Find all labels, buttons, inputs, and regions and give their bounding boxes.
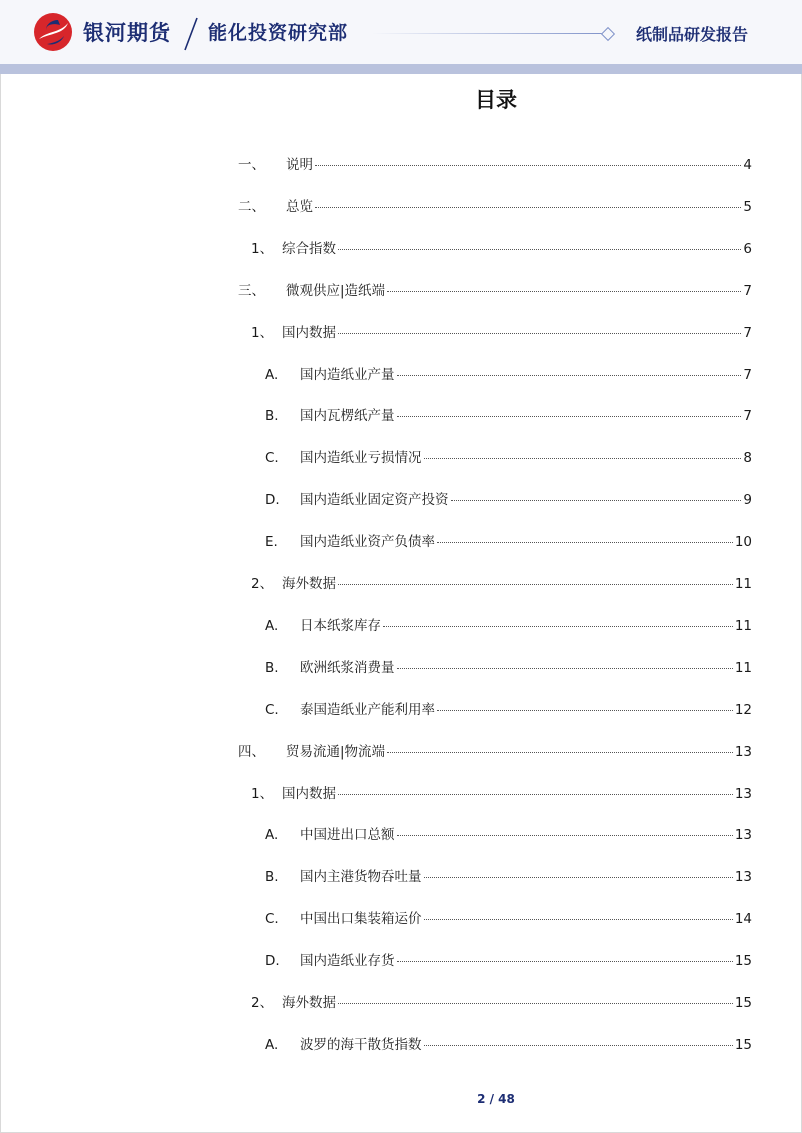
- toc-entry-number: 四、: [238, 743, 265, 760]
- toc-dot-leader: [437, 709, 733, 711]
- toc-entry-number: 2、: [251, 576, 274, 592]
- toc-entry-label: 海外数据: [282, 995, 336, 1011]
- toc-dot-leader: [437, 541, 733, 543]
- header-decor-line: [372, 33, 608, 34]
- toc-entry[interactable]: [238, 907, 752, 927]
- toc-dot-leader: [424, 1044, 733, 1046]
- toc-entry[interactable]: [238, 740, 752, 760]
- toc-entry-number: E.: [265, 534, 278, 551]
- toc-dot-leader: [397, 667, 733, 669]
- toc-entry-label: 国内造纸业资产负债率: [300, 534, 435, 551]
- toc-entry-page: 12: [734, 701, 752, 718]
- toc-entry-page: 11: [734, 576, 752, 592]
- toc-entry-label: 国内数据: [282, 324, 336, 341]
- toc-dot-leader: [387, 751, 733, 753]
- toc-entry[interactable]: [238, 488, 752, 508]
- slash-divider-icon: [181, 16, 201, 52]
- toc-entry-page: 14: [734, 911, 752, 928]
- toc-entry-page: 13: [734, 827, 752, 844]
- report-type: 纸制品研发报告: [636, 25, 749, 44]
- toc-entry-label: 微观供应|造纸端: [286, 282, 386, 299]
- toc-entry-number: C.: [265, 701, 279, 718]
- toc-entry-label: 综合指数: [282, 240, 336, 257]
- toc-entry-number: 1、: [251, 785, 274, 802]
- department-name: 能化投资研究部: [208, 22, 349, 44]
- toc-dot-leader: [315, 164, 741, 166]
- toc-entry-number: 2、: [251, 995, 274, 1011]
- toc-dot-leader: [338, 793, 733, 795]
- toc-entry-number: A.: [265, 1036, 279, 1053]
- toc-entry[interactable]: [238, 237, 752, 257]
- toc-entry-page: 13: [734, 785, 752, 802]
- toc-entry-number: D.: [265, 953, 280, 970]
- toc-entry[interactable]: [238, 656, 752, 676]
- toc-dot-leader: [397, 374, 742, 376]
- toc-entry-page: 4: [743, 157, 752, 173]
- toc-entry-page: 7: [743, 282, 752, 299]
- toc-entry[interactable]: [238, 153, 752, 173]
- toc-entry-page: 9: [743, 492, 752, 509]
- toc-entry-page: 10: [734, 534, 752, 551]
- toc-entry[interactable]: [238, 363, 752, 383]
- toc-entry-label: 海外数据: [282, 576, 336, 592]
- toc-entry-label: 贸易流通|物流端: [286, 743, 386, 760]
- toc-entry-label: 欧洲纸浆消费量: [300, 659, 395, 676]
- toc-dot-leader: [383, 625, 733, 627]
- toc-dot-leader: [397, 960, 733, 962]
- toc-dot-leader: [424, 918, 733, 920]
- toc-entry-label: 国内主港货物吞吐量: [300, 869, 422, 886]
- toc-entry-page: 7: [743, 408, 752, 425]
- toc-entry-page: 11: [734, 659, 752, 676]
- toc-entry-page: 7: [743, 366, 752, 383]
- diamond-icon: [601, 27, 615, 41]
- toc-dot-leader: [338, 583, 733, 585]
- toc-entry-label: 国内数据: [282, 785, 336, 802]
- toc-entry[interactable]: [238, 614, 752, 634]
- toc-entry-number: A.: [265, 617, 279, 634]
- toc-entry-number: B.: [265, 659, 279, 676]
- toc-entry-number: A.: [265, 827, 279, 844]
- toc-entry-number: 1、: [251, 240, 274, 257]
- toc-title: 目录: [475, 88, 517, 112]
- toc-entry-label: 泰国造纸业产能利用率: [300, 701, 435, 718]
- toc-dot-leader: [424, 457, 742, 459]
- toc-entry[interactable]: [238, 698, 752, 718]
- toc-entry[interactable]: [238, 991, 752, 1011]
- toc-dot-leader: [338, 332, 741, 334]
- toc-entry[interactable]: [238, 572, 752, 592]
- toc-entry-number: 三、: [238, 282, 265, 299]
- toc-entry[interactable]: [238, 321, 752, 341]
- toc-dot-leader: [397, 415, 742, 417]
- toc-entry-number: 一、: [238, 157, 265, 173]
- toc-entry-page: 8: [743, 450, 752, 467]
- toc-dot-leader: [338, 1002, 733, 1004]
- toc-entry[interactable]: [238, 195, 752, 215]
- header-band: [0, 64, 802, 74]
- page-header: [0, 0, 802, 74]
- toc-entry-page: 6: [743, 240, 752, 257]
- toc-entry-label: 国内造纸业存货: [300, 953, 395, 970]
- galaxy-futures-logo-icon: [33, 12, 73, 52]
- toc-entry-page: 5: [743, 198, 752, 215]
- toc-entry-number: 二、: [238, 198, 265, 215]
- toc-entry-number: A.: [265, 366, 279, 383]
- toc-entry[interactable]: [238, 865, 752, 885]
- toc-entry-number: C.: [265, 450, 279, 467]
- toc-entry-number: 1、: [251, 324, 274, 341]
- toc-entry-label: 国内造纸业固定资产投资: [300, 492, 449, 509]
- toc-entry-page: 15: [734, 1036, 752, 1053]
- toc-entry[interactable]: [238, 446, 752, 466]
- toc-entry-page: 15: [734, 953, 752, 970]
- toc-entry-page: 7: [743, 324, 752, 341]
- toc-entry-page: 15: [734, 995, 752, 1011]
- toc-dot-leader: [387, 290, 741, 292]
- toc-entry-number: B.: [265, 869, 279, 886]
- toc-entry-page: 13: [734, 743, 752, 760]
- toc-entry-label: 国内瓦楞纸产量: [300, 408, 395, 425]
- toc-entry-label: 总览: [286, 198, 313, 215]
- toc-entry-label: 日本纸浆库存: [300, 617, 381, 634]
- toc-entry-label: 中国进出口总额: [300, 827, 395, 844]
- brand-name: 银河期货: [83, 21, 171, 45]
- toc-entry-label: 说明: [286, 157, 313, 173]
- page-indicator: 2 / 48: [477, 1092, 515, 1106]
- toc-entry-label: 中国出口集装箱运价: [300, 911, 422, 928]
- toc-entry-label: 国内造纸业产量: [300, 366, 395, 383]
- toc-entry-number: C.: [265, 911, 279, 928]
- toc-entry-page: 13: [734, 869, 752, 886]
- toc-entry[interactable]: [238, 1033, 752, 1053]
- toc-entry[interactable]: [238, 823, 752, 843]
- toc-entry-number: D.: [265, 492, 280, 509]
- toc-entry-page: 11: [734, 617, 752, 634]
- toc-dot-leader: [315, 206, 741, 208]
- toc-entry-label: 波罗的海干散货指数: [300, 1036, 422, 1053]
- toc-entry[interactable]: [238, 782, 752, 802]
- toc-dot-leader: [397, 834, 733, 836]
- toc-entry[interactable]: [238, 530, 752, 550]
- toc-dot-leader: [338, 248, 741, 250]
- toc-entry-number: B.: [265, 408, 279, 425]
- toc-entry[interactable]: [238, 949, 752, 969]
- toc-entry[interactable]: [238, 404, 752, 424]
- toc-entry-label: 国内造纸业亏损情况: [300, 450, 422, 467]
- toc-dot-leader: [451, 499, 742, 501]
- toc-entry[interactable]: [238, 279, 752, 299]
- toc-dot-leader: [424, 876, 733, 878]
